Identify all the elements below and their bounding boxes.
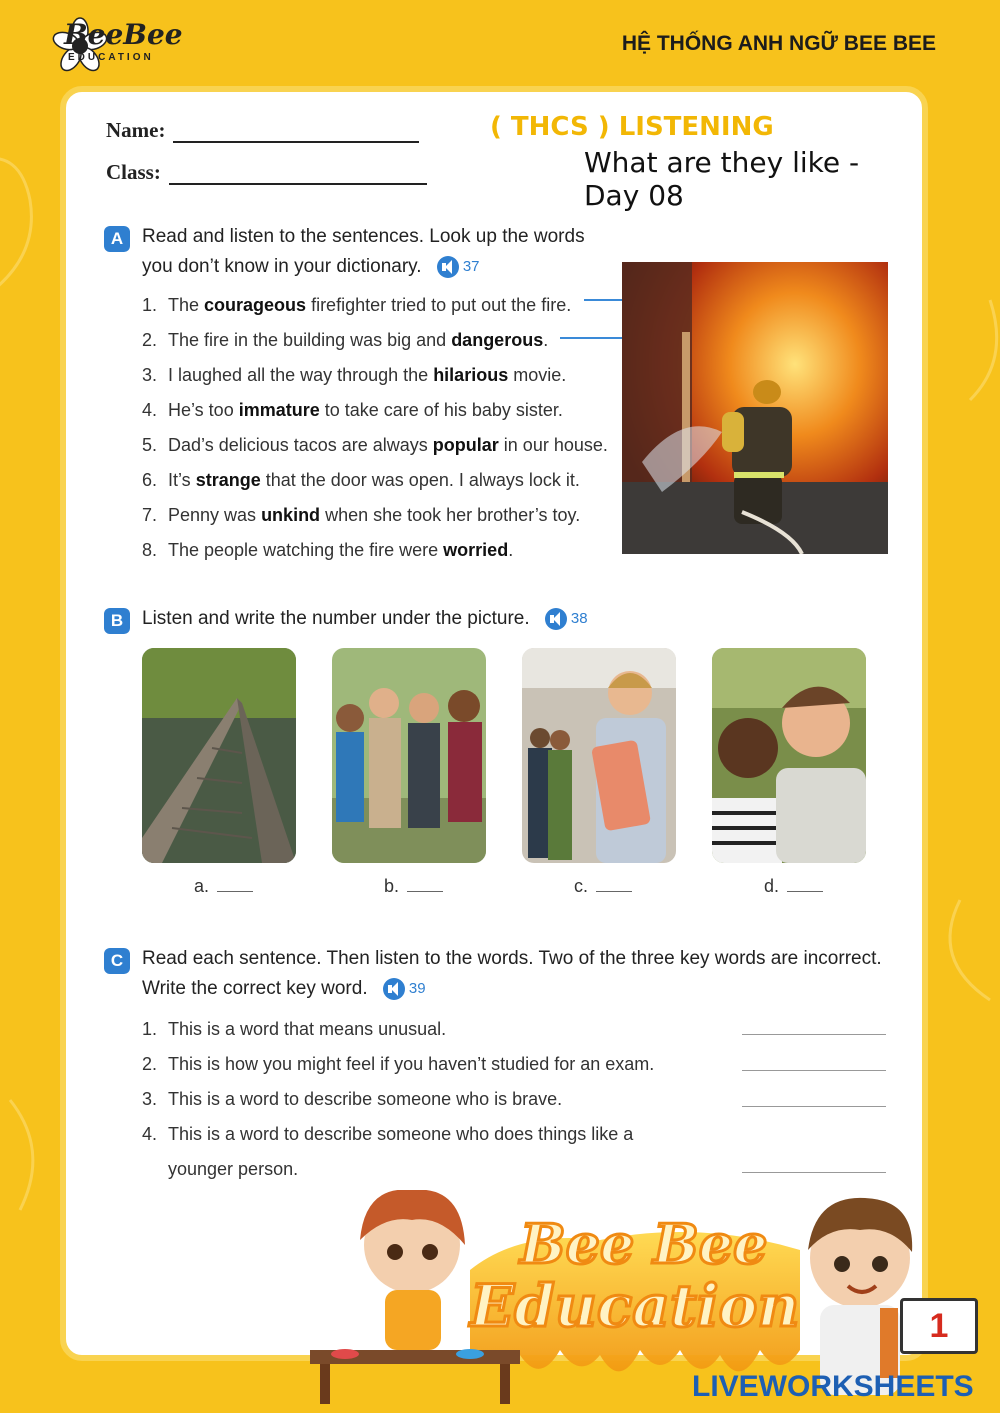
section-c-sentence-list: [142, 1012, 654, 1187]
liveworksheets-watermark: LIVEWORKSHEETS: [692, 1370, 974, 1403]
brand-system-title: HỆ THỐNG ANH NGỮ BEE BEE: [621, 32, 936, 55]
list-item: younger person.: [168, 1159, 299, 1179]
footer-art-line1: Bee Bee: [520, 1212, 768, 1276]
picture-boy-with-folder: [522, 648, 676, 863]
list-item: 3. This is a word to describe someone who is brave.: [142, 1089, 563, 1109]
lesson-title: What are they like - Day 08: [584, 146, 860, 212]
logo-subtitle: EDUCATION: [68, 52, 154, 63]
list-item: 4. This is a word to describe someone who does things like a: [142, 1124, 634, 1144]
answer-blank-c[interactable]: [596, 891, 632, 892]
list-item: 8. The people watching the fire were worried.: [142, 540, 514, 560]
list-item: 5. Dad’s delicious tacos are always popular in our house.: [142, 435, 608, 455]
picture-c-answer: c.: [574, 876, 632, 897]
list-item: 2. This is how you might feel if you haven’t studied for an exam.: [142, 1054, 655, 1074]
worksheet-card: [60, 86, 928, 1361]
section-a-badge: A: [104, 226, 130, 252]
boy-character-icon: [808, 1198, 912, 1395]
class-label: Class:: [106, 160, 161, 184]
list-item: 2. The fire in the building was big and dangerous.: [142, 330, 549, 350]
section-c-instruction-line1: Read each sentence. Then listen to the words. Two of the three key words are incorrect.: [142, 948, 882, 969]
section-a-audio-track: 37: [462, 258, 480, 275]
list-item: 6. It’s strange that the door was open. I always lock it.: [142, 470, 580, 490]
section-c-badge: C: [104, 948, 130, 974]
section-b-instruction: Listen and write the number under the picture.: [142, 608, 530, 630]
section-a-instruction-line1: Read and listen to the sentences. Look up the words: [142, 226, 585, 247]
section-c-instruction-line2-wrap: [142, 974, 882, 1004]
section-b-audio-track: 38: [570, 610, 588, 627]
answer-line-3[interactable]: [742, 1106, 886, 1107]
lesson-tag: ( THCS ) LISTENING: [490, 112, 774, 142]
answer-blank-d[interactable]: [787, 891, 823, 892]
answer-line-4[interactable]: [742, 1172, 886, 1173]
answer-line-2[interactable]: [742, 1070, 886, 1071]
section-b-audio[interactable]: [545, 604, 588, 634]
section-a-instruction-line2: you don’t know in your dictionary.: [142, 256, 422, 278]
list-item: 1. This is a word that means unusual.: [142, 1019, 447, 1039]
list-item: 1. The courageous firefighter tried to put out the fire.: [142, 295, 572, 315]
list-item: 7. Penny was unkind when she took her brother’s toy.: [142, 505, 581, 525]
name-label: Name:: [106, 118, 166, 142]
page-header: [0, 10, 1000, 80]
picture-bridge: [142, 648, 296, 863]
answer-blank-b[interactable]: [407, 891, 443, 892]
section-c-audio-track: 39: [408, 980, 426, 997]
section-c-instruction-line2: Write the correct key word.: [142, 978, 368, 1000]
page-number: 1: [900, 1298, 978, 1354]
list-item: 3. I laughed all the way through the hilarious movie.: [142, 365, 567, 385]
section-c-instruction: [142, 944, 882, 1004]
answer-blank-a[interactable]: [217, 891, 253, 892]
picture-d-answer: d.: [764, 876, 823, 897]
picture-friends-group: [332, 648, 486, 863]
picture-laughing-boys: [712, 648, 866, 863]
firefighter-photo: [622, 262, 888, 554]
speaker-icon: [545, 608, 567, 630]
section-b-instruction-wrap: [142, 604, 588, 634]
section-c-audio[interactable]: [383, 974, 426, 1004]
speaker-icon: [383, 978, 405, 1000]
picture-b-answer: b.: [384, 876, 443, 897]
footer-art-line2: Education: [470, 1272, 800, 1340]
list-item: 4. He’s too immature to take care of his baby sister.: [142, 400, 563, 420]
answer-line-1[interactable]: [742, 1034, 886, 1035]
picture-a-answer: a.: [194, 876, 253, 897]
logo-wordmark: BeeBee: [64, 18, 183, 51]
section-b-badge: B: [104, 608, 130, 634]
